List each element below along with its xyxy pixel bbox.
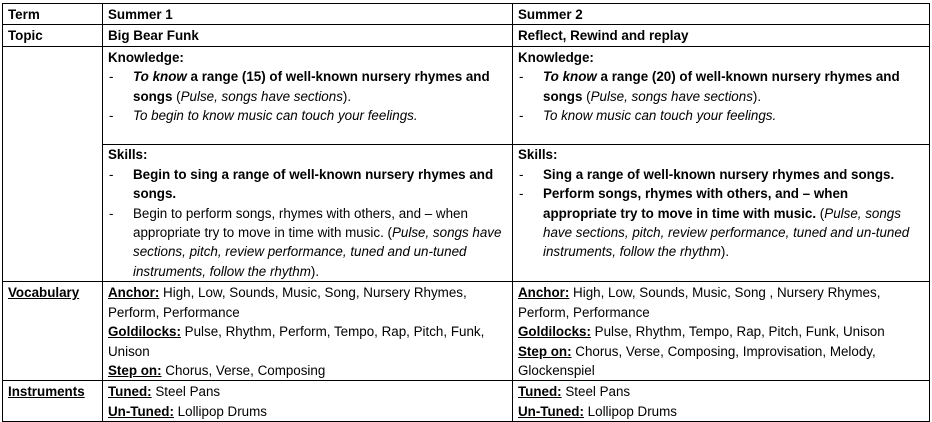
summer2-vocabulary — [513, 282, 930, 381]
tuned-line: Tuned: Steel Pans — [108, 384, 221, 400]
anchor-line: Anchor: High, Low, Sounds, Music, Song, Nursery Rhymes, Perform, Performance — [108, 285, 467, 320]
list-item: - Begin to perform songs, rhymes with others, and – when appropriate try to move in time with music. (Pulse, songs have sections, pitch, review performance, tuned and un-tuned instruments, follow the rhythm). — [108, 204, 507, 282]
goldilocks-line: Goldilocks: Pulse, Rhythm, Tempo, Rap, Pitch, Funk, Unison — [518, 324, 885, 340]
untuned-line: Un-Tuned: Lollipop Drums — [108, 403, 267, 419]
summer2-knowledge-list — [518, 67, 924, 125]
empty-label-cell — [3, 46, 103, 281]
step-on-line: Step on: Chorus, Verse, Composing, Improvisation, Melody, Glockenspiel — [518, 343, 876, 378]
list-item: - Sing a range of well-known nursery rhymes and songs. — [518, 165, 924, 184]
topic-row — [3, 25, 930, 46]
tuned-line: Tuned: Steel Pans — [518, 384, 631, 400]
summer1-topic: Big Bear Funk — [103, 25, 513, 46]
anchor-line: Anchor: High, Low, Sounds, Music, Song , Nursery Rhymes, Perform, Performance — [518, 285, 881, 320]
summer2-header: Summer 2 — [513, 4, 930, 25]
topic-label: Topic — [3, 25, 103, 46]
vocabulary-label: Vocabulary — [3, 282, 103, 381]
summer1-header: Summer 1 — [103, 4, 513, 25]
summer1-vocabulary — [103, 282, 513, 381]
summer2-knowledge-skills — [513, 46, 930, 281]
knowledge-skills-row — [3, 46, 930, 281]
list-item: - To know a range (15) of well-known nursery rhymes and songs (Pulse, songs have sections). — [108, 67, 507, 106]
instruments-label: Instruments — [3, 381, 103, 422]
list-item: - To know a range (20) of well-known nursery rhymes and songs (Pulse, songs have sections). — [518, 67, 924, 106]
list-item: - To begin to know music can touch your feelings. — [108, 106, 507, 125]
summer2-skills-list — [518, 165, 924, 262]
summer1-knowledge-list — [108, 67, 507, 125]
list-item: - Perform songs, rhymes with others, and – when appropriate try to move in time with music. (Pulse, songs have sections, pitch, review performance, tuned and un-tuned instruments, follow the rhythm). — [518, 184, 924, 262]
knowledge-heading: Knowledge: — [518, 49, 594, 65]
summer2-topic: Reflect, Rewind and replay — [513, 25, 930, 46]
instruments-row — [3, 381, 930, 422]
step-on-line: Step on: Chorus, Verse, Composing — [108, 362, 326, 378]
term-header: Term — [3, 4, 103, 25]
list-item: - To know music can touch your feelings. — [518, 106, 924, 125]
summer1-skills-list — [108, 165, 507, 281]
header-row — [3, 4, 930, 25]
vocabulary-row — [3, 282, 930, 381]
list-item: - Begin to sing a range of well-known nursery rhymes and songs. — [108, 165, 507, 204]
summer1-instruments — [103, 381, 513, 422]
summer2-instruments — [513, 381, 930, 422]
untuned-line: Un-Tuned: Lollipop Drums — [518, 403, 677, 419]
goldilocks-line: Goldilocks: Pulse, Rhythm, Perform, Tempo, Rap, Pitch, Funk, Unison — [108, 324, 485, 359]
skills-heading: Skills: — [108, 147, 148, 163]
summer1-knowledge-skills — [103, 46, 513, 281]
skills-heading: Skills: — [518, 147, 558, 163]
knowledge-heading: Knowledge: — [108, 49, 184, 65]
curriculum-table — [2, 3, 930, 422]
